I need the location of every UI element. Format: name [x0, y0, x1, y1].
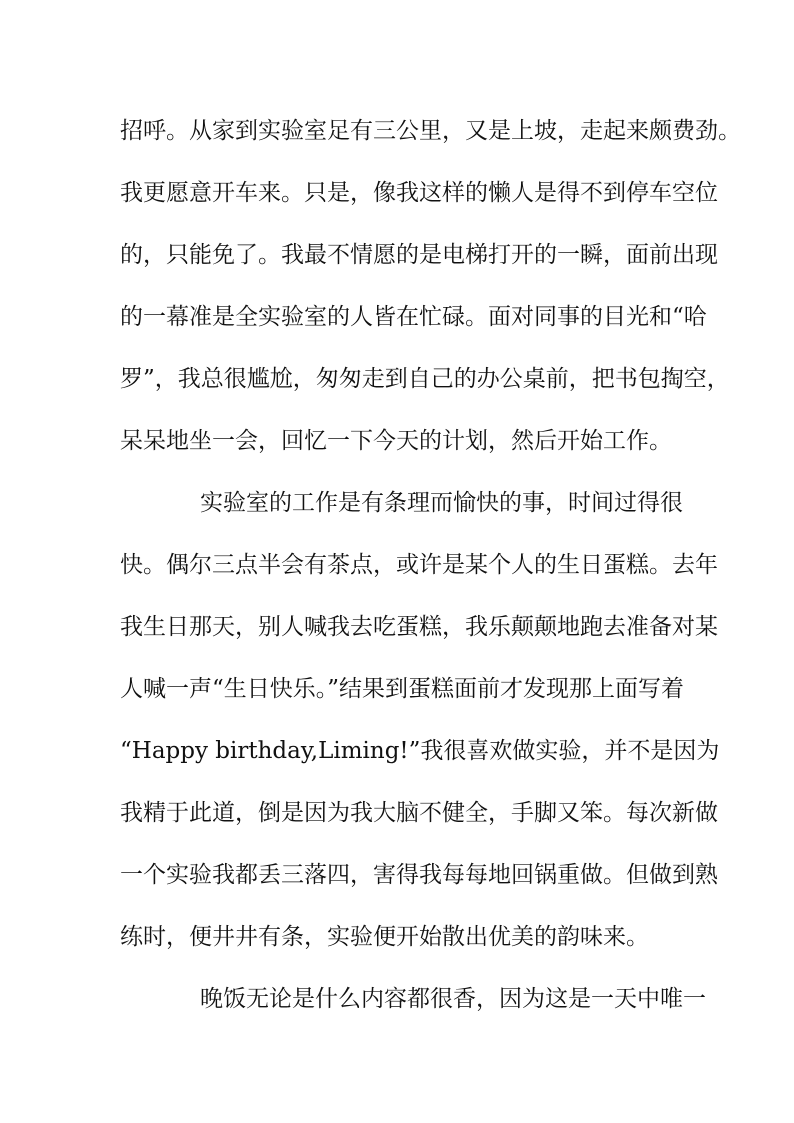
paragraph-2-line-8: 练时，便井井有条，实验便开始散出优美的韵味来。 [120, 924, 649, 950]
paragraph-1-line-4: 的一幕准是全实验室的人皆在忙碌。面对同事的目光和“哈 [120, 304, 707, 330]
paragraph-1-line-3: 的，只能免了。我最不情愿的是电梯打开的一瞬，面前出现 [120, 242, 718, 268]
paragraph-2-line-1: 实验室的工作是有条理而愉快的事，时间过得很 [200, 490, 683, 516]
paragraph-1-line-2: 我更愿意开车来。只是，像我这样的懒人是得不到停车空位 [120, 180, 718, 206]
paragraph-2-line-4: 人喊一声“生日快乐。”结果到蛋糕面前才发现那上面写着 [120, 676, 685, 702]
paragraph-2-line-5: “Happy birthday,Liming!”我很喜欢做实验，并不是因为 [120, 738, 720, 764]
paragraph-1-line-5: 罗”，我总很尴尬，匆匆走到自己的办公桌前，把书包掏空， [120, 366, 730, 392]
paragraph-2-line-6: 我精于此道，倒是因为我大脑不健全，手脚又笨。每次新做 [120, 800, 718, 826]
paragraph-3-line-1: 晚饭无论是什么内容都很香，因为这是一天中唯一 [200, 986, 706, 1012]
paragraph-1-line-6: 呆呆地坐一会，回忆一下今天的计划，然后开始工作。 [120, 428, 672, 454]
paragraph-2-line-3: 我生日那天，别人喊我去吃蛋糕，我乐颠颠地跑去准备对某 [120, 614, 718, 640]
paragraph-2-line-7: 一个实验我都丢三落四，害得我每每地回锅重做。但做到熟 [120, 862, 718, 888]
paragraph-2-line-2: 快。偶尔三点半会有茶点，或许是某个人的生日蛋糕。去年 [120, 552, 718, 578]
paragraph-1-line-1: 招呼。从家到实验室足有三公里，又是上坡，走起来颇费劲。 [120, 118, 741, 144]
